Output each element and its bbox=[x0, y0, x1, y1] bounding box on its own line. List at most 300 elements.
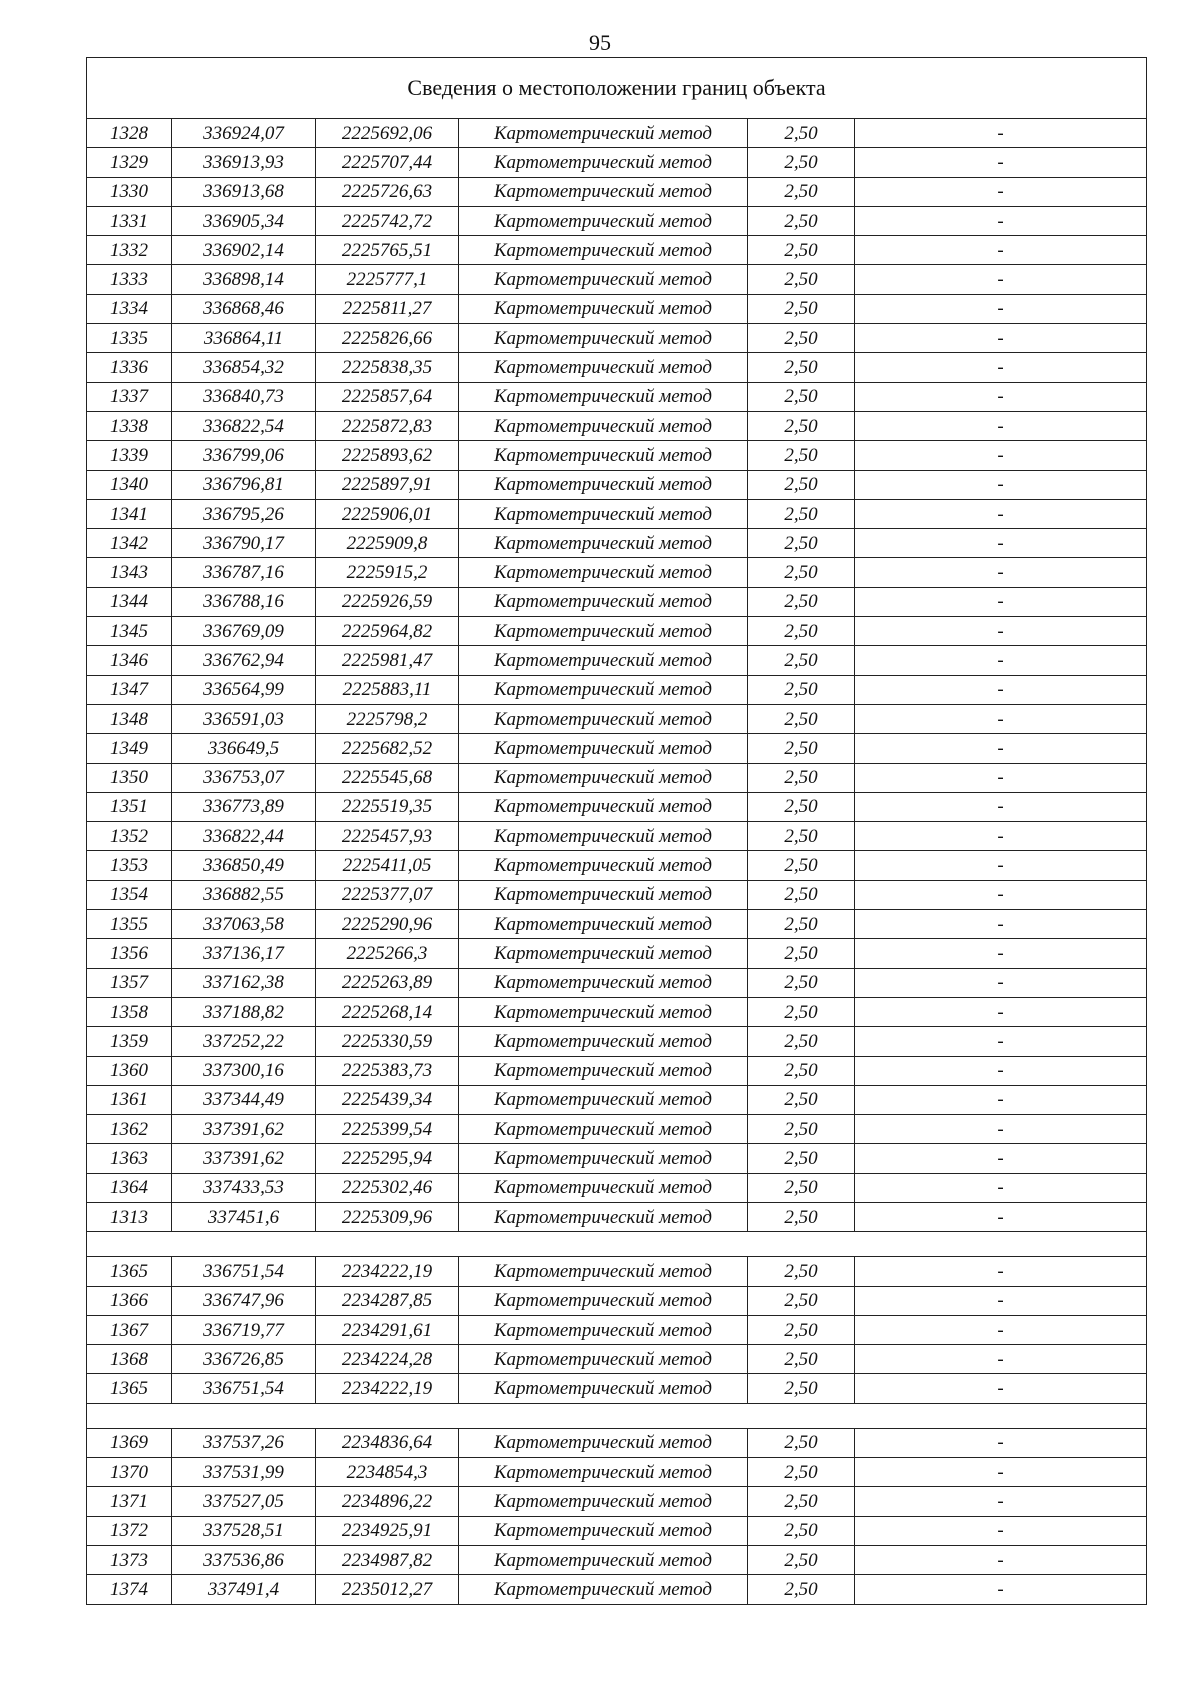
table-row bbox=[87, 792, 1147, 821]
accuracy-cell: 2,50 bbox=[748, 177, 855, 206]
y-coordinate-cell: 2225457,93 bbox=[316, 822, 459, 851]
y-coordinate-cell: 2225545,68 bbox=[316, 763, 459, 792]
point-number-cell: 1344 bbox=[87, 587, 172, 616]
table-row bbox=[87, 1458, 1147, 1487]
accuracy-cell: 2,50 bbox=[748, 587, 855, 616]
accuracy-cell: 2,50 bbox=[748, 939, 855, 968]
point-number-cell: 1343 bbox=[87, 558, 172, 587]
accuracy-cell: 2,50 bbox=[748, 617, 855, 646]
method-cell: Картометрический метод bbox=[459, 529, 748, 558]
x-coordinate-cell: 336850,49 bbox=[172, 851, 316, 880]
description-cell: - bbox=[855, 1056, 1147, 1085]
table-row bbox=[87, 353, 1147, 382]
method-cell: Картометрический метод bbox=[459, 675, 748, 704]
description-cell: - bbox=[855, 1202, 1147, 1231]
point-number-cell: 1335 bbox=[87, 324, 172, 353]
method-cell: Картометрический метод bbox=[459, 910, 748, 939]
x-coordinate-cell: 337391,62 bbox=[172, 1115, 316, 1144]
accuracy-cell: 2,50 bbox=[748, 968, 855, 997]
group-separator-row bbox=[87, 1403, 1147, 1428]
table-row bbox=[87, 529, 1147, 558]
method-cell: Картометрический метод bbox=[459, 1144, 748, 1173]
method-cell: Картометрический метод bbox=[459, 734, 748, 763]
accuracy-cell: 2,50 bbox=[748, 880, 855, 909]
accuracy-cell: 2,50 bbox=[748, 441, 855, 470]
point-number-cell: 1336 bbox=[87, 353, 172, 382]
method-cell: Картометрический метод bbox=[459, 353, 748, 382]
accuracy-cell: 2,50 bbox=[748, 1487, 855, 1516]
table-row bbox=[87, 1345, 1147, 1374]
table-row bbox=[87, 1487, 1147, 1516]
accuracy-cell: 2,50 bbox=[748, 353, 855, 382]
description-cell: - bbox=[855, 1286, 1147, 1315]
point-number-cell: 1347 bbox=[87, 675, 172, 704]
table-row bbox=[87, 646, 1147, 675]
description-cell: - bbox=[855, 558, 1147, 587]
x-coordinate-cell: 336822,54 bbox=[172, 411, 316, 440]
y-coordinate-cell: 2225290,96 bbox=[316, 910, 459, 939]
accuracy-cell: 2,50 bbox=[748, 1315, 855, 1344]
x-coordinate-cell: 336822,44 bbox=[172, 822, 316, 851]
description-cell: - bbox=[855, 1374, 1147, 1403]
x-coordinate-cell: 336719,77 bbox=[172, 1315, 316, 1344]
description-cell: - bbox=[855, 1173, 1147, 1202]
method-cell: Картометрический метод bbox=[459, 470, 748, 499]
point-number-cell: 1371 bbox=[87, 1487, 172, 1516]
x-coordinate-cell: 336796,81 bbox=[172, 470, 316, 499]
description-cell: - bbox=[855, 1144, 1147, 1173]
point-number-cell: 1368 bbox=[87, 1345, 172, 1374]
point-number-cell: 1374 bbox=[87, 1575, 172, 1604]
x-coordinate-cell: 336649,5 bbox=[172, 734, 316, 763]
table-row bbox=[87, 411, 1147, 440]
y-coordinate-cell: 2225692,06 bbox=[316, 119, 459, 148]
description-cell: - bbox=[855, 382, 1147, 411]
y-coordinate-cell: 2234987,82 bbox=[316, 1545, 459, 1574]
method-cell: Картометрический метод bbox=[459, 265, 748, 294]
accuracy-cell: 2,50 bbox=[748, 704, 855, 733]
accuracy-cell: 2,50 bbox=[748, 792, 855, 821]
point-number-cell: 1329 bbox=[87, 148, 172, 177]
table-row bbox=[87, 441, 1147, 470]
x-coordinate-cell: 336799,06 bbox=[172, 441, 316, 470]
accuracy-cell: 2,50 bbox=[748, 851, 855, 880]
y-coordinate-cell: 2234925,91 bbox=[316, 1516, 459, 1545]
method-cell: Картометрический метод bbox=[459, 704, 748, 733]
y-coordinate-cell: 2225377,07 bbox=[316, 880, 459, 909]
boundary-coordinates-table bbox=[86, 57, 1147, 1605]
y-coordinate-cell: 2225295,94 bbox=[316, 1144, 459, 1173]
point-number-cell: 1360 bbox=[87, 1056, 172, 1085]
point-number-cell: 1353 bbox=[87, 851, 172, 880]
x-coordinate-cell: 336762,94 bbox=[172, 646, 316, 675]
description-cell: - bbox=[855, 822, 1147, 851]
y-coordinate-cell: 2225964,82 bbox=[316, 617, 459, 646]
point-number-cell: 1364 bbox=[87, 1173, 172, 1202]
accuracy-cell: 2,50 bbox=[748, 148, 855, 177]
description-cell: - bbox=[855, 265, 1147, 294]
point-number-cell: 1313 bbox=[87, 1202, 172, 1231]
x-coordinate-cell: 336840,73 bbox=[172, 382, 316, 411]
point-number-cell: 1350 bbox=[87, 763, 172, 792]
y-coordinate-cell: 2225266,3 bbox=[316, 939, 459, 968]
y-coordinate-cell: 2225742,72 bbox=[316, 206, 459, 235]
x-coordinate-cell: 336591,03 bbox=[172, 704, 316, 733]
description-cell: - bbox=[855, 177, 1147, 206]
table-row bbox=[87, 1027, 1147, 1056]
point-number-cell: 1359 bbox=[87, 1027, 172, 1056]
group-separator-row bbox=[87, 1232, 1147, 1257]
accuracy-cell: 2,50 bbox=[748, 236, 855, 265]
y-coordinate-cell: 2225302,46 bbox=[316, 1173, 459, 1202]
method-cell: Картометрический метод bbox=[459, 1516, 748, 1545]
group-separator-cell bbox=[87, 1232, 1147, 1257]
method-cell: Картометрический метод bbox=[459, 1056, 748, 1085]
accuracy-cell: 2,50 bbox=[748, 1286, 855, 1315]
description-cell: - bbox=[855, 529, 1147, 558]
description-cell: - bbox=[855, 1516, 1147, 1545]
table-row bbox=[87, 1056, 1147, 1085]
accuracy-cell: 2,50 bbox=[748, 206, 855, 235]
method-cell: Картометрический метод bbox=[459, 1428, 748, 1457]
accuracy-cell: 2,50 bbox=[748, 734, 855, 763]
point-number-cell: 1365 bbox=[87, 1257, 172, 1286]
description-cell: - bbox=[855, 1428, 1147, 1457]
method-cell: Картометрический метод bbox=[459, 997, 748, 1026]
accuracy-cell: 2,50 bbox=[748, 499, 855, 528]
y-coordinate-cell: 2234896,22 bbox=[316, 1487, 459, 1516]
point-number-cell: 1351 bbox=[87, 792, 172, 821]
group-separator-cell bbox=[87, 1403, 1147, 1428]
table-row bbox=[87, 1173, 1147, 1202]
y-coordinate-cell: 2225707,44 bbox=[316, 148, 459, 177]
table-row bbox=[87, 1202, 1147, 1231]
x-coordinate-cell: 337300,16 bbox=[172, 1056, 316, 1085]
method-cell: Картометрический метод bbox=[459, 236, 748, 265]
table-row bbox=[87, 1516, 1147, 1545]
x-coordinate-cell: 337537,26 bbox=[172, 1428, 316, 1457]
x-coordinate-cell: 337162,38 bbox=[172, 968, 316, 997]
y-coordinate-cell: 2225906,01 bbox=[316, 499, 459, 528]
method-cell: Картометрический метод bbox=[459, 646, 748, 675]
x-coordinate-cell: 336868,46 bbox=[172, 294, 316, 323]
accuracy-cell: 2,50 bbox=[748, 411, 855, 440]
table-row bbox=[87, 910, 1147, 939]
y-coordinate-cell: 2225330,59 bbox=[316, 1027, 459, 1056]
table-row bbox=[87, 558, 1147, 587]
method-cell: Картометрический метод bbox=[459, 382, 748, 411]
x-coordinate-cell: 336747,96 bbox=[172, 1286, 316, 1315]
point-number-cell: 1339 bbox=[87, 441, 172, 470]
x-coordinate-cell: 336788,16 bbox=[172, 587, 316, 616]
table-row bbox=[87, 1545, 1147, 1574]
point-number-cell: 1361 bbox=[87, 1085, 172, 1114]
point-number-cell: 1373 bbox=[87, 1545, 172, 1574]
table-row bbox=[87, 997, 1147, 1026]
method-cell: Картометрический метод bbox=[459, 587, 748, 616]
description-cell: - bbox=[855, 324, 1147, 353]
description-cell: - bbox=[855, 1458, 1147, 1487]
description-cell: - bbox=[855, 1487, 1147, 1516]
x-coordinate-cell: 336726,85 bbox=[172, 1345, 316, 1374]
x-coordinate-cell: 336753,07 bbox=[172, 763, 316, 792]
table-row bbox=[87, 177, 1147, 206]
accuracy-cell: 2,50 bbox=[748, 1458, 855, 1487]
description-cell: - bbox=[855, 704, 1147, 733]
y-coordinate-cell: 2225909,8 bbox=[316, 529, 459, 558]
y-coordinate-cell: 2225893,62 bbox=[316, 441, 459, 470]
method-cell: Картометрический метод bbox=[459, 1085, 748, 1114]
table-row bbox=[87, 851, 1147, 880]
description-cell: - bbox=[855, 1085, 1147, 1114]
method-cell: Картометрический метод bbox=[459, 763, 748, 792]
method-cell: Картометрический метод bbox=[459, 1458, 748, 1487]
x-coordinate-cell: 337344,49 bbox=[172, 1085, 316, 1114]
point-number-cell: 1337 bbox=[87, 382, 172, 411]
point-number-cell: 1369 bbox=[87, 1428, 172, 1457]
table-row bbox=[87, 763, 1147, 792]
table-row bbox=[87, 734, 1147, 763]
x-coordinate-cell: 336751,54 bbox=[172, 1257, 316, 1286]
method-cell: Картометрический метод bbox=[459, 441, 748, 470]
accuracy-cell: 2,50 bbox=[748, 822, 855, 851]
point-number-cell: 1346 bbox=[87, 646, 172, 675]
point-number-cell: 1367 bbox=[87, 1315, 172, 1344]
description-cell: - bbox=[855, 236, 1147, 265]
x-coordinate-cell: 336924,07 bbox=[172, 119, 316, 148]
y-coordinate-cell: 2225857,64 bbox=[316, 382, 459, 411]
x-coordinate-cell: 337528,51 bbox=[172, 1516, 316, 1545]
table-row bbox=[87, 1428, 1147, 1457]
accuracy-cell: 2,50 bbox=[748, 558, 855, 587]
x-coordinate-cell: 337136,17 bbox=[172, 939, 316, 968]
method-cell: Картометрический метод bbox=[459, 206, 748, 235]
point-number-cell: 1328 bbox=[87, 119, 172, 148]
point-number-cell: 1349 bbox=[87, 734, 172, 763]
accuracy-cell: 2,50 bbox=[748, 1374, 855, 1403]
accuracy-cell: 2,50 bbox=[748, 1202, 855, 1231]
table-row bbox=[87, 880, 1147, 909]
method-cell: Картометрический метод bbox=[459, 1027, 748, 1056]
accuracy-cell: 2,50 bbox=[748, 646, 855, 675]
accuracy-cell: 2,50 bbox=[748, 1144, 855, 1173]
method-cell: Картометрический метод bbox=[459, 880, 748, 909]
description-cell: - bbox=[855, 353, 1147, 382]
accuracy-cell: 2,50 bbox=[748, 1085, 855, 1114]
y-coordinate-cell: 2225519,35 bbox=[316, 792, 459, 821]
table-row bbox=[87, 294, 1147, 323]
y-coordinate-cell: 2225682,52 bbox=[316, 734, 459, 763]
description-cell: - bbox=[855, 1115, 1147, 1144]
description-cell: - bbox=[855, 119, 1147, 148]
x-coordinate-cell: 336854,32 bbox=[172, 353, 316, 382]
y-coordinate-cell: 2225411,05 bbox=[316, 851, 459, 880]
description-cell: - bbox=[855, 148, 1147, 177]
x-coordinate-cell: 336787,16 bbox=[172, 558, 316, 587]
description-cell: - bbox=[855, 880, 1147, 909]
point-number-cell: 1357 bbox=[87, 968, 172, 997]
x-coordinate-cell: 336790,17 bbox=[172, 529, 316, 558]
accuracy-cell: 2,50 bbox=[748, 1545, 855, 1574]
x-coordinate-cell: 336913,93 bbox=[172, 148, 316, 177]
description-cell: - bbox=[855, 1345, 1147, 1374]
point-number-cell: 1358 bbox=[87, 997, 172, 1026]
table-title: Сведения о местоположении границ объекта bbox=[87, 58, 1147, 119]
description-cell: - bbox=[855, 617, 1147, 646]
table-row bbox=[87, 587, 1147, 616]
x-coordinate-cell: 336751,54 bbox=[172, 1374, 316, 1403]
point-number-cell: 1338 bbox=[87, 411, 172, 440]
point-number-cell: 1331 bbox=[87, 206, 172, 235]
accuracy-cell: 2,50 bbox=[748, 470, 855, 499]
description-cell: - bbox=[855, 763, 1147, 792]
description-cell: - bbox=[855, 939, 1147, 968]
accuracy-cell: 2,50 bbox=[748, 763, 855, 792]
description-cell: - bbox=[855, 499, 1147, 528]
y-coordinate-cell: 2225263,89 bbox=[316, 968, 459, 997]
accuracy-cell: 2,50 bbox=[748, 675, 855, 704]
table-row bbox=[87, 1115, 1147, 1144]
x-coordinate-cell: 337433,53 bbox=[172, 1173, 316, 1202]
description-cell: - bbox=[855, 294, 1147, 323]
accuracy-cell: 2,50 bbox=[748, 1173, 855, 1202]
table-row bbox=[87, 822, 1147, 851]
point-number-cell: 1341 bbox=[87, 499, 172, 528]
point-number-cell: 1354 bbox=[87, 880, 172, 909]
description-cell: - bbox=[855, 411, 1147, 440]
method-cell: Картометрический метод bbox=[459, 1575, 748, 1604]
accuracy-cell: 2,50 bbox=[748, 1056, 855, 1085]
accuracy-cell: 2,50 bbox=[748, 382, 855, 411]
description-cell: - bbox=[855, 441, 1147, 470]
table-row bbox=[87, 1374, 1147, 1403]
table-row bbox=[87, 1085, 1147, 1114]
x-coordinate-cell: 337252,22 bbox=[172, 1027, 316, 1056]
method-cell: Картометрический метод bbox=[459, 1286, 748, 1315]
description-cell: - bbox=[855, 206, 1147, 235]
accuracy-cell: 2,50 bbox=[748, 1115, 855, 1144]
method-cell: Картометрический метод bbox=[459, 294, 748, 323]
table-row bbox=[87, 1575, 1147, 1604]
x-coordinate-cell: 336564,99 bbox=[172, 675, 316, 704]
table-title-row bbox=[87, 58, 1147, 119]
y-coordinate-cell: 2225826,66 bbox=[316, 324, 459, 353]
method-cell: Картометрический метод bbox=[459, 411, 748, 440]
method-cell: Картометрический метод bbox=[459, 822, 748, 851]
method-cell: Картометрический метод bbox=[459, 1173, 748, 1202]
description-cell: - bbox=[855, 1545, 1147, 1574]
y-coordinate-cell: 2234222,19 bbox=[316, 1374, 459, 1403]
method-cell: Картометрический метод bbox=[459, 148, 748, 177]
method-cell: Картометрический метод bbox=[459, 177, 748, 206]
y-coordinate-cell: 2225726,63 bbox=[316, 177, 459, 206]
x-coordinate-cell: 337063,58 bbox=[172, 910, 316, 939]
point-number-cell: 1370 bbox=[87, 1458, 172, 1487]
y-coordinate-cell: 2234854,3 bbox=[316, 1458, 459, 1487]
y-coordinate-cell: 2234287,85 bbox=[316, 1286, 459, 1315]
y-coordinate-cell: 2225268,14 bbox=[316, 997, 459, 1026]
accuracy-cell: 2,50 bbox=[748, 1345, 855, 1374]
y-coordinate-cell: 2225838,35 bbox=[316, 353, 459, 382]
accuracy-cell: 2,50 bbox=[748, 1516, 855, 1545]
table-row bbox=[87, 206, 1147, 235]
description-cell: - bbox=[855, 587, 1147, 616]
y-coordinate-cell: 2225399,54 bbox=[316, 1115, 459, 1144]
x-coordinate-cell: 337188,82 bbox=[172, 997, 316, 1026]
table-row bbox=[87, 119, 1147, 148]
method-cell: Картометрический метод bbox=[459, 1202, 748, 1231]
method-cell: Картометрический метод bbox=[459, 119, 748, 148]
x-coordinate-cell: 337451,6 bbox=[172, 1202, 316, 1231]
method-cell: Картометрический метод bbox=[459, 792, 748, 821]
point-number-cell: 1366 bbox=[87, 1286, 172, 1315]
method-cell: Картометрический метод bbox=[459, 1545, 748, 1574]
y-coordinate-cell: 2225897,91 bbox=[316, 470, 459, 499]
y-coordinate-cell: 2234291,61 bbox=[316, 1315, 459, 1344]
point-number-cell: 1362 bbox=[87, 1115, 172, 1144]
method-cell: Картометрический метод bbox=[459, 499, 748, 528]
x-coordinate-cell: 336905,34 bbox=[172, 206, 316, 235]
accuracy-cell: 2,50 bbox=[748, 294, 855, 323]
table-row bbox=[87, 1257, 1147, 1286]
table-row bbox=[87, 499, 1147, 528]
description-cell: - bbox=[855, 968, 1147, 997]
point-number-cell: 1332 bbox=[87, 236, 172, 265]
table-row bbox=[87, 1315, 1147, 1344]
y-coordinate-cell: 2225981,47 bbox=[316, 646, 459, 675]
description-cell: - bbox=[855, 1575, 1147, 1604]
description-cell: - bbox=[855, 851, 1147, 880]
accuracy-cell: 2,50 bbox=[748, 1257, 855, 1286]
y-coordinate-cell: 2234836,64 bbox=[316, 1428, 459, 1457]
table-row bbox=[87, 236, 1147, 265]
point-number-cell: 1330 bbox=[87, 177, 172, 206]
y-coordinate-cell: 2234222,19 bbox=[316, 1257, 459, 1286]
x-coordinate-cell: 336795,26 bbox=[172, 499, 316, 528]
table-row bbox=[87, 675, 1147, 704]
point-number-cell: 1365 bbox=[87, 1374, 172, 1403]
point-number-cell: 1348 bbox=[87, 704, 172, 733]
accuracy-cell: 2,50 bbox=[748, 119, 855, 148]
point-number-cell: 1333 bbox=[87, 265, 172, 294]
x-coordinate-cell: 336882,55 bbox=[172, 880, 316, 909]
method-cell: Картометрический метод bbox=[459, 617, 748, 646]
x-coordinate-cell: 336864,11 bbox=[172, 324, 316, 353]
accuracy-cell: 2,50 bbox=[748, 265, 855, 294]
x-coordinate-cell: 337527,05 bbox=[172, 1487, 316, 1516]
x-coordinate-cell: 337536,86 bbox=[172, 1545, 316, 1574]
table-row bbox=[87, 382, 1147, 411]
method-cell: Картометрический метод bbox=[459, 968, 748, 997]
method-cell: Картометрический метод bbox=[459, 1345, 748, 1374]
table-row bbox=[87, 324, 1147, 353]
x-coordinate-cell: 337391,62 bbox=[172, 1144, 316, 1173]
description-cell: - bbox=[855, 734, 1147, 763]
y-coordinate-cell: 2225309,96 bbox=[316, 1202, 459, 1231]
x-coordinate-cell: 336769,09 bbox=[172, 617, 316, 646]
table-row bbox=[87, 617, 1147, 646]
description-cell: - bbox=[855, 470, 1147, 499]
point-number-cell: 1345 bbox=[87, 617, 172, 646]
method-cell: Картометрический метод bbox=[459, 851, 748, 880]
method-cell: Картометрический метод bbox=[459, 1315, 748, 1344]
page-number: 95 bbox=[589, 30, 611, 55]
description-cell: - bbox=[855, 1027, 1147, 1056]
method-cell: Картометрический метод bbox=[459, 1487, 748, 1516]
x-coordinate-cell: 337531,99 bbox=[172, 1458, 316, 1487]
accuracy-cell: 2,50 bbox=[748, 997, 855, 1026]
point-number-cell: 1356 bbox=[87, 939, 172, 968]
